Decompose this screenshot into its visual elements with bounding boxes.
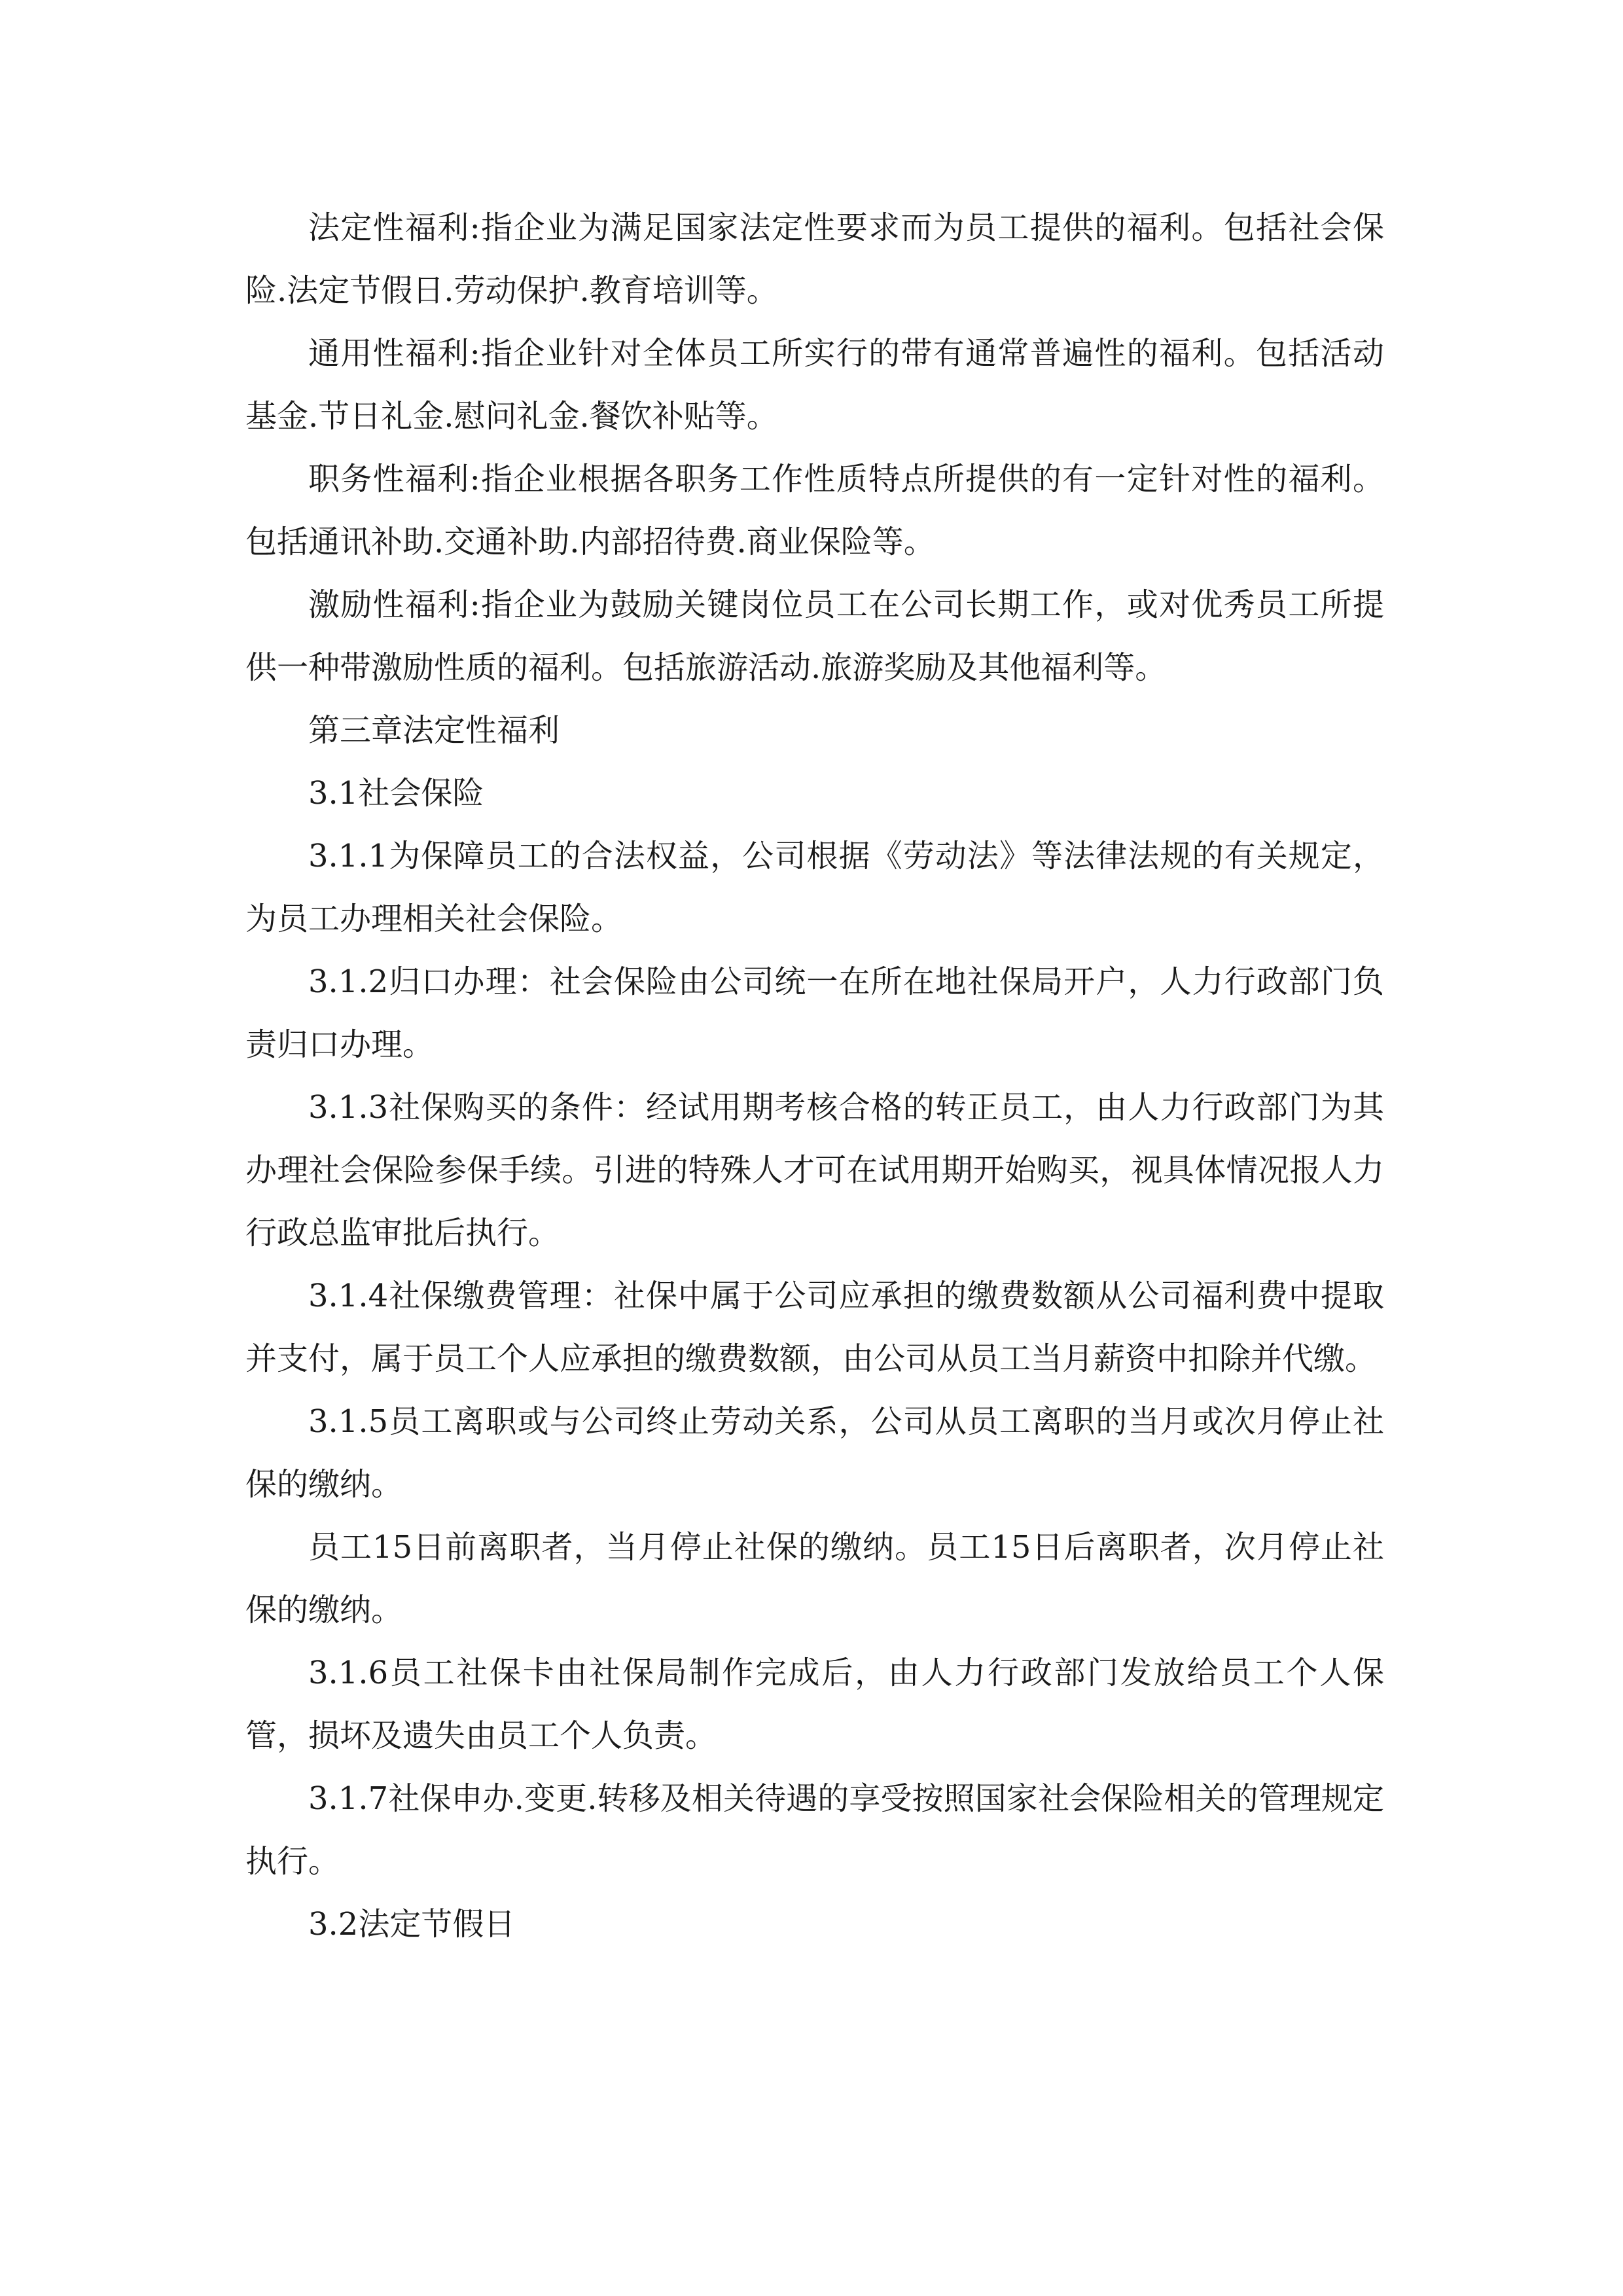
clause-3-1-6: 3.1.6员工社保卡由社保局制作完成后，由人力行政部门发放给员工个人保管，损坏及遗失由员工个人负责。 xyxy=(245,1655,1384,1754)
clause-3-1-1: 3.1.1为保障员工的合法权益，公司根据《劳动法》等法律法规的有关规定，为员工办理相关社会保险。 xyxy=(245,838,1384,937)
chapter-heading: 第三章法定性福利 xyxy=(308,712,560,749)
document-body xyxy=(245,196,1384,1956)
clause-3-1-7: 3.1.7社保申办.变更.转移及相关待遇的享受按照国家社会保险相关的管理规定执行。 xyxy=(245,1780,1384,1880)
section-heading-social-insurance: 3.1社会保险 xyxy=(308,775,484,812)
paragraph-general-welfare: 通用性福利:指企业针对全体员工所实行的带有通常普遍性的福利。包括活动基金.节日礼金.慰问礼金.餐饮补贴等。 xyxy=(245,335,1384,435)
clause-3-1-2: 3.1.2归口办理：社会保险由公司统一在所在地社保局开户，人力行政部门负责归口办理。 xyxy=(245,963,1384,1063)
section-heading-statutory-holidays: 3.2法定节假日 xyxy=(308,1906,516,1943)
clause-3-1-5-detail: 员工15日前离职者，当月停止社保的缴纳。员工15日后离职者，次月停止社保的缴纳。 xyxy=(245,1529,1384,1628)
clause-3-1-3: 3.1.3社保购买的条件：经试用期考核合格的转正员工，由人力行政部门为其办理社会保险参保手续。引进的特殊人才可在试用期开始购买，视具体情况报人力行政总监审批后执行。 xyxy=(245,1089,1384,1251)
paragraph-incentive-welfare: 激励性福利:指企业为鼓励关键岗位员工在公司长期工作，或对优秀员工所提供一种带激励性质的福利。包括旅游活动.旅游奖励及其他福利等。 xyxy=(245,586,1384,686)
clause-3-1-4: 3.1.4社保缴费管理：社保中属于公司应承担的缴费数额从公司福利费中提取并支付，属于员工个人应承担的缴费数额，由公司从员工当月薪资中扣除并代缴。 xyxy=(245,1278,1384,1377)
paragraph-position-welfare: 职务性福利:指企业根据各职务工作性质特点所提供的有一定针对性的福利。包括通讯补助.交通补助.内部招待费.商业保险等。 xyxy=(245,461,1384,560)
paragraph-statutory-welfare: 法定性福利:指企业为满足国家法定性要求而为员工提供的福利。包括社会保险.法定节假日.劳动保护.教育培训等。 xyxy=(245,209,1384,309)
clause-3-1-5: 3.1.5员工离职或与公司终止劳动关系，公司从员工离职的当月或次月停止社保的缴纳。 xyxy=(245,1403,1384,1503)
